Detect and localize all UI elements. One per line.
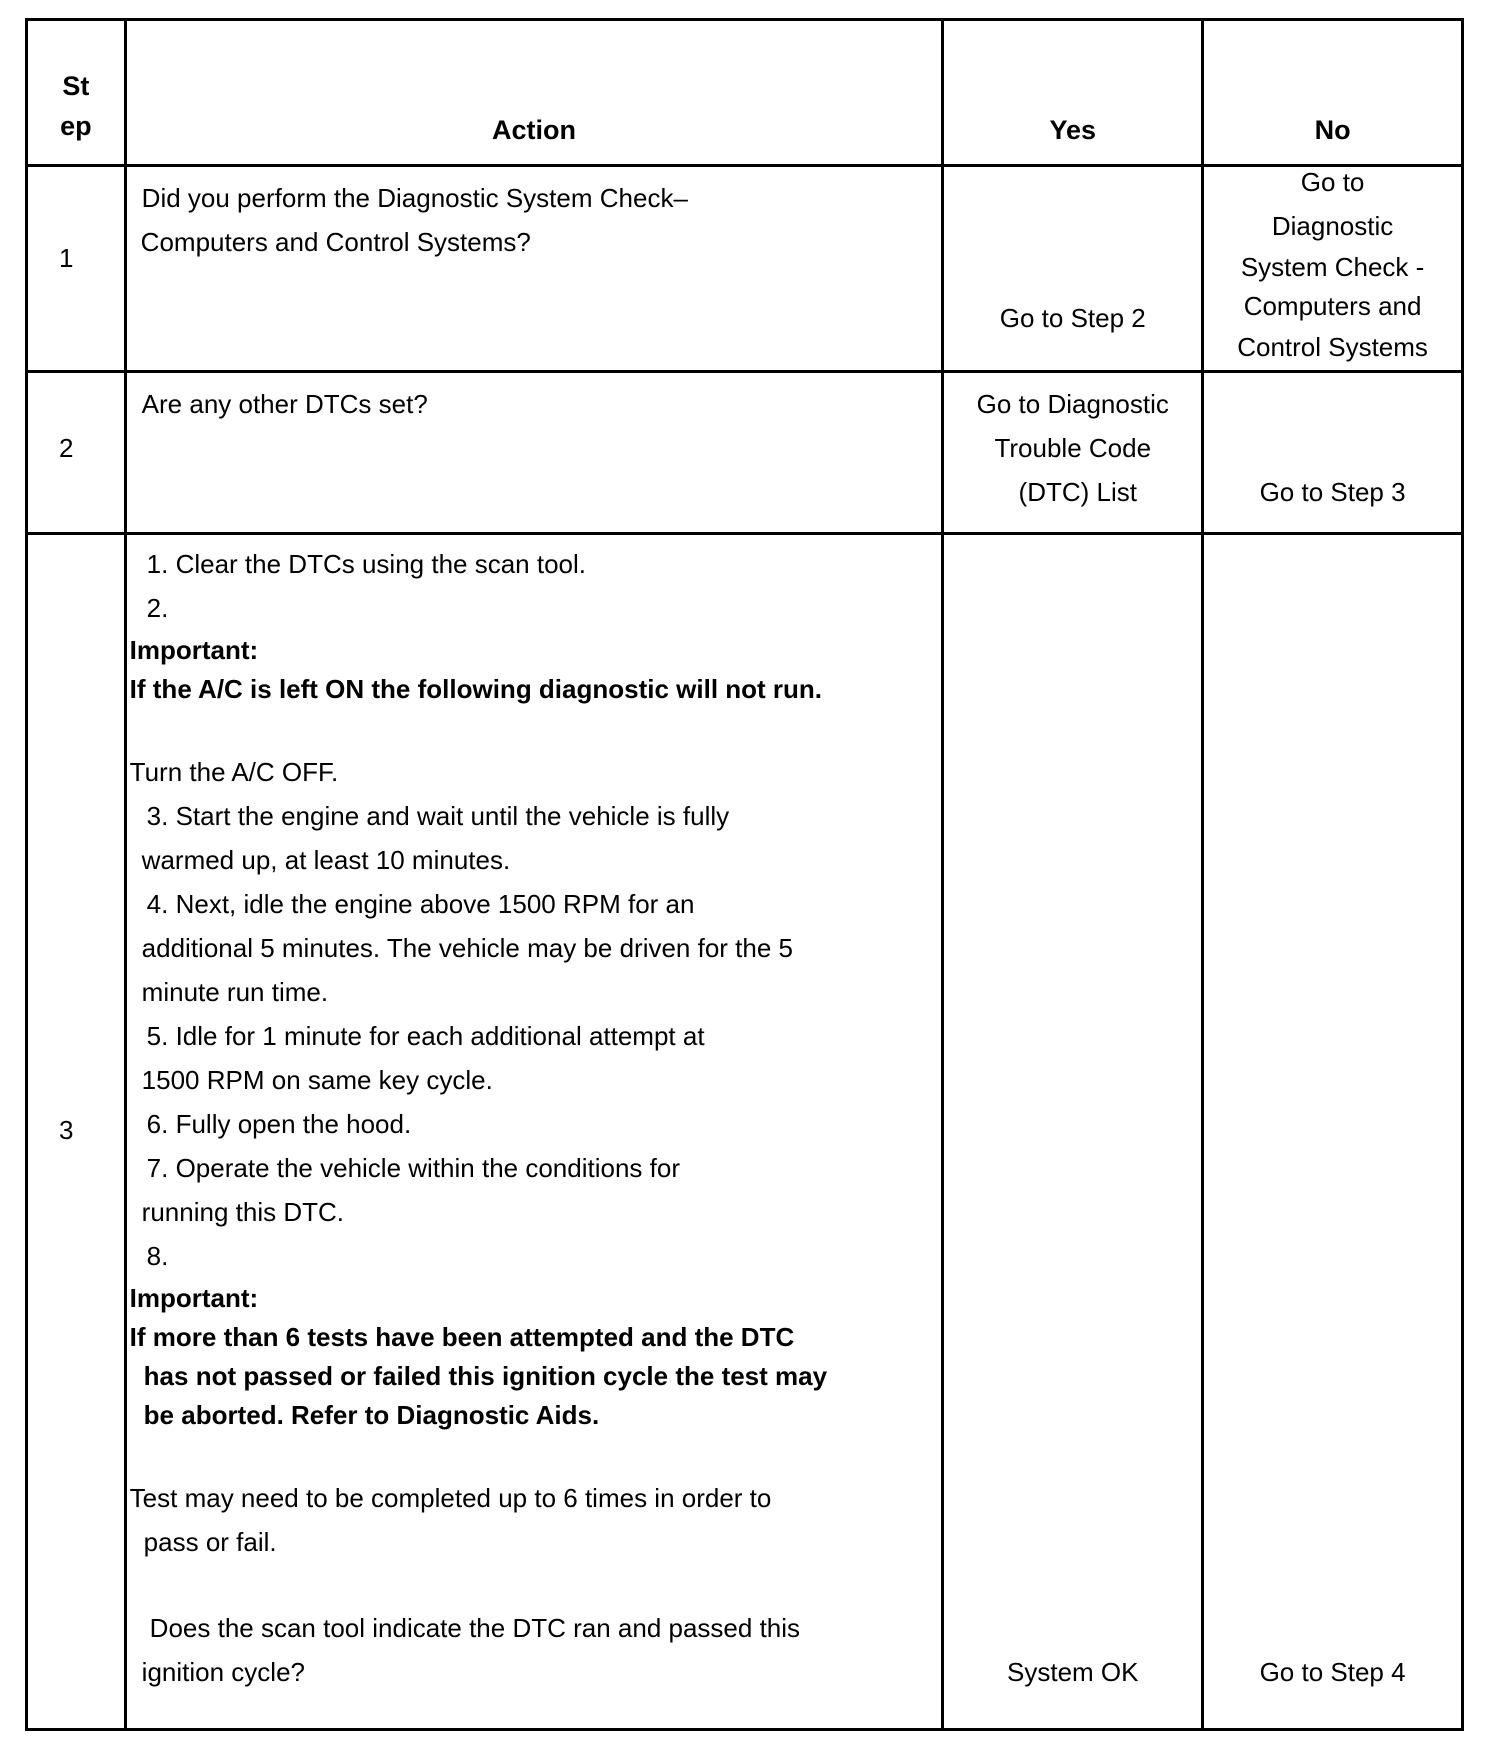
no-text: Go to Step 3 (1259, 477, 1406, 507)
step-number: 1 (59, 243, 74, 273)
yes-cell (943, 534, 1203, 1730)
no-text: Diagnostic (1271, 211, 1394, 241)
step-header-line2: ep (60, 111, 92, 141)
action-text: Test may need to be completed up to 6 times in order to (129, 1483, 772, 1513)
yes-text: Trouble Code (994, 433, 1152, 463)
no-cell (1203, 534, 1463, 1730)
no-cell (1203, 372, 1463, 534)
action-cell (125, 372, 943, 534)
action-text: pass or fail. (143, 1527, 277, 1557)
important-text: has not passed or failed this ignition cycle the test may (143, 1361, 828, 1391)
no-header: No (1203, 20, 1463, 166)
action-text: Did you perform the Diagnostic System Check– (141, 183, 688, 213)
table-row (27, 166, 1463, 372)
table-row (27, 534, 1463, 1730)
no-text: Computers and (1243, 291, 1422, 321)
action-step: 2. (146, 593, 169, 623)
step-header (27, 20, 126, 166)
step-header-line1: St (62, 71, 90, 101)
action-step: 1. Clear the DTCs using the scan tool. (146, 549, 586, 579)
action-question: Does the scan tool indicate the DTC ran and passed this (149, 1613, 801, 1643)
header-row (27, 20, 1463, 166)
action-step: minute run time. (141, 977, 329, 1007)
step-cell (27, 166, 126, 372)
step-number: 3 (59, 1115, 74, 1145)
important-label: Important: (129, 635, 259, 665)
action-step: running this DTC. (141, 1197, 344, 1227)
action-cell (125, 534, 943, 1730)
action-step: 4. Next, idle the engine above 1500 RPM for an (146, 889, 695, 919)
step-number: 2 (59, 433, 74, 463)
action-step: 8. (146, 1241, 169, 1271)
yes-text: Go to Diagnostic (976, 389, 1169, 419)
no-text: Go to (1300, 167, 1365, 197)
step-cell (27, 534, 126, 1730)
action-cell (125, 166, 943, 372)
yes-text: System OK (1007, 1657, 1139, 1687)
no-cell (1203, 166, 1463, 372)
action-text: Turn the A/C OFF. (129, 757, 339, 787)
important-label: Important: (129, 1283, 259, 1313)
action-step: warmed up, at least 10 minutes. (141, 845, 511, 875)
important-text: If more than 6 tests have been attempted and the DTC (129, 1322, 795, 1352)
yes-text: Go to Step 2 (999, 303, 1146, 333)
action-step: 6. Fully open the hood. (146, 1109, 412, 1139)
no-text: Control Systems (1237, 332, 1428, 362)
action-question: ignition cycle? (141, 1657, 305, 1687)
action-text: Are any other DTCs set? (141, 389, 428, 419)
yes-header: Yes (943, 20, 1203, 166)
diagnostic-table (25, 18, 1464, 1731)
action-header: Action (125, 20, 943, 166)
yes-cell (943, 372, 1203, 534)
important-text: If the A/C is left ON the following diagnostic will not run. (129, 674, 823, 704)
yes-cell (943, 166, 1203, 372)
table-row (27, 372, 1463, 534)
important-text: be aborted. Refer to Diagnostic Aids. (143, 1400, 600, 1430)
action-text: Computers and Control Systems? (140, 227, 531, 257)
action-step: 1500 RPM on same key cycle. (141, 1065, 493, 1095)
action-step: 7. Operate the vehicle within the conditions for (146, 1153, 680, 1183)
no-text: Go to Step 4 (1259, 1657, 1406, 1687)
step-cell (27, 372, 126, 534)
action-step: 5. Idle for 1 minute for each additional attempt at (146, 1021, 705, 1051)
action-step: additional 5 minutes. The vehicle may be driven for the 5 (141, 933, 794, 963)
yes-text: (DTC) List (1018, 477, 1137, 507)
action-step: 3. Start the engine and wait until the vehicle is fully (146, 801, 730, 831)
no-text: System Check - (1240, 252, 1425, 282)
